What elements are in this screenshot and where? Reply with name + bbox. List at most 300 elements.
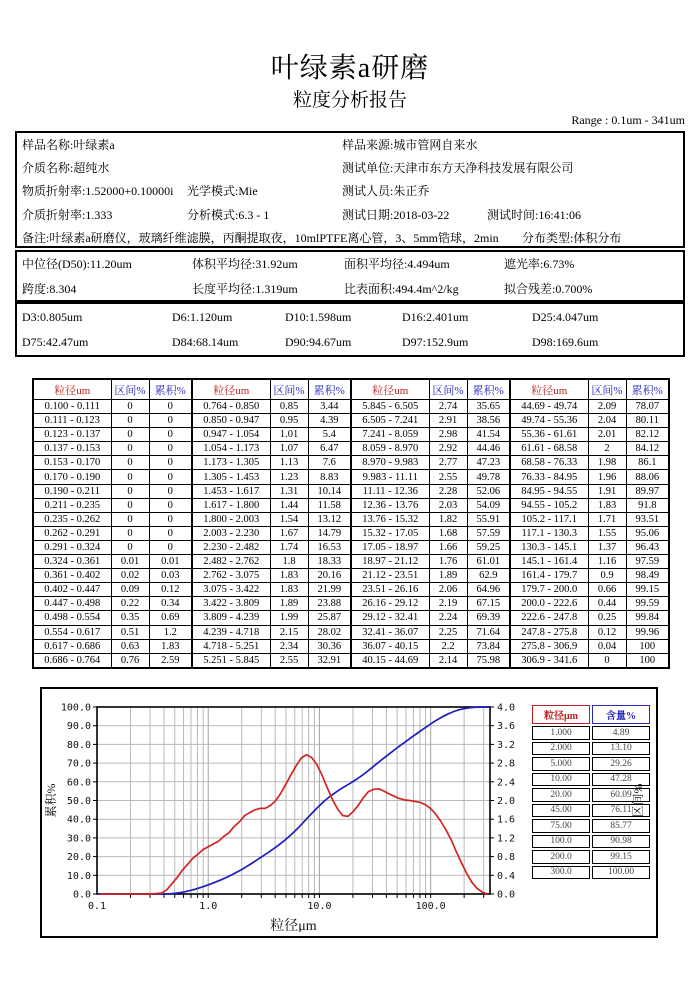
interval-cell: 0 <box>111 470 149 484</box>
cumulative-cell: 6.47 <box>308 442 351 456</box>
d-value-field: D98:169.6um <box>532 335 599 349</box>
cumulative-cell: 0 <box>149 414 192 428</box>
cumulative-cell: 10.14 <box>308 484 351 498</box>
header-interval: 区间% <box>111 379 149 400</box>
interval-cell: 0.01 <box>111 555 149 569</box>
summary-cell: 1.000 <box>532 726 590 740</box>
d-value-field: D97:152.9um <box>402 335 469 349</box>
cumulative-cell: 89.97 <box>626 484 669 498</box>
summary-row <box>532 866 650 880</box>
summary-cell: 200.0 <box>532 850 590 864</box>
x-tick-label: 0.1 <box>87 901 107 912</box>
left-tick-label: 0.0 <box>72 889 91 901</box>
size-range-cell: 0.170 - 0.190 <box>33 470 111 484</box>
cumulative-cell: 86.1 <box>626 456 669 470</box>
right-tick-label: 3.2 <box>497 739 516 751</box>
cumulative-cell: 0 <box>149 498 192 512</box>
size-range-cell: 0.190 - 0.211 <box>33 484 111 498</box>
cumulative-cell: 1.83 <box>149 639 192 653</box>
header-cumulative: 累积% <box>308 379 351 400</box>
interval-cell: 1.91 <box>588 484 626 498</box>
size-range-cell: 0.100 - 0.111 <box>33 400 111 414</box>
cumulative-cell: 23.88 <box>308 597 351 611</box>
left-tick-label: 20.0 <box>66 852 91 864</box>
interval-cell: 0 <box>111 540 149 554</box>
size-range-cell: 1.054 - 1.173 <box>192 442 270 456</box>
interval-cell: 1.98 <box>588 456 626 470</box>
interval-cell: 2.91 <box>429 414 467 428</box>
interval-cell: 0 <box>111 414 149 428</box>
interval-cell: 0 <box>588 653 626 668</box>
cumulative-cell: 0.34 <box>149 597 192 611</box>
right-axis-label: 区间% <box>631 783 645 818</box>
x-tick-label: 100.0 <box>415 901 446 912</box>
interval-cell: 0.51 <box>111 625 149 639</box>
info-field: 光学模式:Mie <box>187 184 258 199</box>
size-range-cell: 0.324 - 0.361 <box>33 555 111 569</box>
cumulative-cell: 99.84 <box>626 611 669 625</box>
cumulative-cell: 0 <box>149 526 192 540</box>
cumulative-cell: 21.99 <box>308 583 351 597</box>
left-axis-label: 累积% <box>44 783 58 818</box>
table-row <box>33 625 669 639</box>
interval-cell: 2 <box>588 442 626 456</box>
info-field: 测试日期:2018-03-22 <box>342 207 450 222</box>
cumulative-cell: 2.59 <box>149 653 192 668</box>
interval-cell: 2.15 <box>270 625 308 639</box>
size-range-cell: 12.36 - 13.76 <box>351 498 429 512</box>
summary-cell: 5.000 <box>532 757 590 771</box>
size-range-cell: 1.305 - 1.453 <box>192 470 270 484</box>
cumulative-cell: 75.98 <box>467 653 510 668</box>
summary-cell: 76.11 <box>592 804 650 818</box>
interval-curve <box>100 755 488 894</box>
summary-cell: 4.89 <box>592 726 650 740</box>
cumulative-cell: 25.87 <box>308 611 351 625</box>
size-range-cell: 1.173 - 1.305 <box>192 456 270 470</box>
size-range-cell: 0.361 - 0.402 <box>33 569 111 583</box>
cumulative-cell: 7.6 <box>308 456 351 470</box>
right-tick-label: 2.4 <box>497 777 516 789</box>
size-range-cell: 21.12 - 23.51 <box>351 569 429 583</box>
cumulative-cell: 64.96 <box>467 583 510 597</box>
interval-cell: 1.83 <box>270 583 308 597</box>
x-tick-label: 1.0 <box>199 901 218 912</box>
interval-cell: 2.01 <box>588 428 626 442</box>
summary-table <box>530 703 652 881</box>
summary-row <box>532 819 650 833</box>
cumulative-cell: 41.54 <box>467 428 510 442</box>
cumulative-cell: 35.65 <box>467 400 510 414</box>
interval-cell: 1.37 <box>588 540 626 554</box>
summary-cell: 13.10 <box>592 742 650 756</box>
table-row <box>33 583 669 597</box>
cumulative-cell: 49.78 <box>467 470 510 484</box>
info-field: 物质折射率:1.52000+0.10000i <box>22 184 174 199</box>
interval-cell: 1.83 <box>270 569 308 583</box>
size-range-cell: 0.211 - 0.235 <box>33 498 111 512</box>
cumulative-cell: 78.07 <box>626 400 669 414</box>
header-interval: 区间% <box>429 379 467 400</box>
cumulative-cell: 44.46 <box>467 442 510 456</box>
header-size: 粒径um <box>510 379 588 400</box>
summary-cell: 20.00 <box>532 788 590 802</box>
size-range-cell: 44.69 - 49.74 <box>510 400 588 414</box>
size-range-cell: 6.505 - 7.241 <box>351 414 429 428</box>
summary-cell: 2.000 <box>532 742 590 756</box>
sample-info-box <box>15 131 685 248</box>
table-row <box>33 400 669 414</box>
left-tick-label: 100.0 <box>60 702 91 714</box>
cumulative-cell: 67.15 <box>467 597 510 611</box>
cumulative-cell: 55.91 <box>467 512 510 526</box>
interval-cell: 2.04 <box>588 414 626 428</box>
info-field: 样品来源:城市管网自来水 <box>342 138 478 152</box>
size-range-cell: 2.762 - 3.075 <box>192 569 270 583</box>
stat-field: 遮光率:6.73% <box>504 257 575 271</box>
size-range-cell: 0.498 - 0.554 <box>33 611 111 625</box>
size-range-cell: 2.482 - 2.762 <box>192 555 270 569</box>
stat-field: 比表面积:494.4m^2/kg <box>344 282 459 296</box>
interval-cell: 1.82 <box>429 512 467 526</box>
size-range-cell: 275.8 - 306.9 <box>510 639 588 653</box>
cumulative-cell: 61.01 <box>467 555 510 569</box>
size-range-cell: 1.453 - 1.617 <box>192 484 270 498</box>
header-size: 粒径um <box>192 379 270 400</box>
size-range-cell: 61.61 - 68.58 <box>510 442 588 456</box>
table-row <box>33 414 669 428</box>
header-cumulative: 累积% <box>626 379 669 400</box>
left-tick-label: 10.0 <box>66 870 91 882</box>
size-range-cell: 117.1 - 130.3 <box>510 526 588 540</box>
table-row <box>33 428 669 442</box>
x-axis-label: 粒径μm <box>270 919 317 932</box>
interval-cell: 0 <box>111 512 149 526</box>
stat-field: 长度平均径:1.319um <box>192 282 298 296</box>
cumulative-cell: 62.9 <box>467 569 510 583</box>
size-range-cell: 4.718 - 5.251 <box>192 639 270 653</box>
cumulative-cell: 38.56 <box>467 414 510 428</box>
size-range-cell: 18.97 - 21.12 <box>351 555 429 569</box>
info-field: 分布类型:体积分布 <box>522 230 622 245</box>
size-range-cell: 0.153 - 0.170 <box>33 456 111 470</box>
cumulative-cell: 99.96 <box>626 625 669 639</box>
table-row <box>33 498 669 512</box>
right-tick-label: 0.8 <box>497 852 516 864</box>
size-range-cell: 0.764 - 0.850 <box>192 400 270 414</box>
interval-cell: 0 <box>111 484 149 498</box>
cumulative-cell: 20.16 <box>308 569 351 583</box>
size-range-cell: 0.850 - 0.947 <box>192 414 270 428</box>
left-tick-label: 40.0 <box>66 814 91 826</box>
d-value-field: D90:94.67um <box>285 335 352 349</box>
size-range-cell: 4.239 - 4.718 <box>192 625 270 639</box>
size-range-cell: 49.74 - 55.36 <box>510 414 588 428</box>
interval-cell: 1.68 <box>429 526 467 540</box>
cumulative-cell: 28.02 <box>308 625 351 639</box>
cumulative-cell: 0 <box>149 470 192 484</box>
cumulative-cell: 95.06 <box>626 526 669 540</box>
table-row <box>33 611 669 625</box>
interval-cell: 2.55 <box>429 470 467 484</box>
info-field: 备注:叶绿素a研磨仪，玻璃纤维滤膜，丙酮提取夜，10mlPTFE离心管，3、5mm锆球，2min <box>22 230 499 245</box>
interval-cell: 0 <box>111 526 149 540</box>
size-range-cell: 29.12 - 32.41 <box>351 611 429 625</box>
cumulative-cell: 0.69 <box>149 611 192 625</box>
interval-cell: 1.67 <box>270 526 308 540</box>
summary-row <box>532 773 650 787</box>
summary-row <box>532 788 650 802</box>
interval-cell: 2.28 <box>429 484 467 498</box>
size-range-cell: 222.6 - 247.8 <box>510 611 588 625</box>
size-range-cell: 9.983 - 11.11 <box>351 470 429 484</box>
cumulative-cell: 99.59 <box>626 597 669 611</box>
d-values-box <box>15 302 685 357</box>
right-tick-label: 1.6 <box>497 814 516 826</box>
report-title: 叶绿素a研磨 <box>270 53 430 84</box>
interval-cell: 1.83 <box>588 498 626 512</box>
interval-cell: 2.14 <box>429 653 467 668</box>
interval-cell: 2.55 <box>270 653 308 668</box>
size-range-cell: 200.0 - 222.6 <box>510 597 588 611</box>
summary-cell: 75.00 <box>532 819 590 833</box>
size-range-cell: 32.41 - 36.07 <box>351 625 429 639</box>
size-range-cell: 23.51 - 26.16 <box>351 583 429 597</box>
cumulative-cell: 3.44 <box>308 400 351 414</box>
cumulative-cell: 100 <box>626 639 669 653</box>
size-range-cell: 26.16 - 29.12 <box>351 597 429 611</box>
interval-cell: 2.09 <box>588 400 626 414</box>
cumulative-cell: 91.8 <box>626 498 669 512</box>
summary-header-row <box>532 705 650 724</box>
size-range-cell: 68.58 - 76.33 <box>510 456 588 470</box>
right-tick-label: 2.8 <box>497 758 516 770</box>
interval-cell: 2.34 <box>270 639 308 653</box>
size-range-cell: 306.9 - 341.6 <box>510 653 588 668</box>
left-tick-label: 60.0 <box>66 777 91 789</box>
summary-cell: 29.26 <box>592 757 650 771</box>
size-range-cell: 105.2 - 117.1 <box>510 512 588 526</box>
table-row <box>33 653 669 668</box>
interval-cell: 1.66 <box>429 540 467 554</box>
cumulative-cell: 84.12 <box>626 442 669 456</box>
size-range-cell: 0.686 - 0.764 <box>33 653 111 668</box>
d-value-field: D10:1.598um <box>285 310 352 324</box>
size-range-cell: 0.123 - 0.137 <box>33 428 111 442</box>
interval-cell: 0 <box>111 428 149 442</box>
cumulative-cell: 69.39 <box>467 611 510 625</box>
interval-cell: 1.13 <box>270 456 308 470</box>
summary-cell: 100.0 <box>532 835 590 849</box>
summary-row <box>532 757 650 771</box>
info-field: 测试人员:朱正乔 <box>342 184 430 199</box>
cumulative-cell: 16.53 <box>308 540 351 554</box>
d-value-field: D84:68.14um <box>172 335 239 349</box>
interval-cell: 0.35 <box>111 611 149 625</box>
left-tick-label: 30.0 <box>66 833 91 845</box>
range-label: Range : 0.1um - 341um <box>571 113 685 127</box>
size-range-cell: 5.845 - 6.505 <box>351 400 429 414</box>
d-value-field: D25:4.047um <box>532 310 599 324</box>
size-range-cell: 15.32 - 17.05 <box>351 526 429 540</box>
size-range-cell: 0.262 - 0.291 <box>33 526 111 540</box>
cumulative-cell: 0 <box>149 456 192 470</box>
size-range-cell: 179.7 - 200.0 <box>510 583 588 597</box>
table-row <box>33 526 669 540</box>
stat-field: 跨度:8.304 <box>22 282 77 296</box>
interval-cell: 0.02 <box>111 569 149 583</box>
interval-cell: 2.19 <box>429 597 467 611</box>
interval-cell: 0.85 <box>270 400 308 414</box>
size-range-cell: 2.230 - 2.482 <box>192 540 270 554</box>
summary-cell: 300.0 <box>532 866 590 880</box>
summary-cell: 47.28 <box>592 773 650 787</box>
table-row <box>33 569 669 583</box>
interval-cell: 0.09 <box>111 583 149 597</box>
summary-header-size: 粒径μm <box>532 705 590 724</box>
size-range-cell: 145.1 - 161.4 <box>510 555 588 569</box>
header-size: 粒径um <box>33 379 111 400</box>
table-row <box>33 512 669 526</box>
cumulative-cell: 96.43 <box>626 540 669 554</box>
interval-cell: 1.8 <box>270 555 308 569</box>
info-field: 介质折射率:1.333 <box>22 207 113 222</box>
table-row <box>33 597 669 611</box>
cumulative-cell: 52.06 <box>467 484 510 498</box>
interval-cell: 1.44 <box>270 498 308 512</box>
interval-cell: 1.54 <box>270 512 308 526</box>
cumulative-cell: 0 <box>149 442 192 456</box>
info-field: 分析模式:6.3 - 1 <box>187 207 270 222</box>
size-range-cell: 13.76 - 15.32 <box>351 512 429 526</box>
size-range-cell: 0.137 - 0.153 <box>33 442 111 456</box>
size-range-cell: 3.422 - 3.809 <box>192 597 270 611</box>
interval-cell: 2.92 <box>429 442 467 456</box>
interval-cell: 0.12 <box>588 625 626 639</box>
left-tick-label: 50.0 <box>66 796 91 807</box>
right-tick-label: 1.2 <box>497 833 516 845</box>
summary-cell: 60.09 <box>592 788 650 802</box>
cumulative-cell: 11.58 <box>308 498 351 512</box>
size-range-cell: 161.4 - 179.7 <box>510 569 588 583</box>
size-range-cell: 3.075 - 3.422 <box>192 583 270 597</box>
cumulative-cell: 0 <box>149 484 192 498</box>
interval-cell: 1.55 <box>588 526 626 540</box>
size-range-cell: 0.402 - 0.447 <box>33 583 111 597</box>
cumulative-cell: 5.4 <box>308 428 351 442</box>
summary-row <box>532 742 650 756</box>
cumulative-cell: 100 <box>626 653 669 668</box>
summary-cell: 99.15 <box>592 850 650 864</box>
summary-cell: 10.00 <box>532 773 590 787</box>
interval-cell: 1.74 <box>270 540 308 554</box>
cumulative-cell: 18.33 <box>308 555 351 569</box>
interval-cell: 2.24 <box>429 611 467 625</box>
interval-cell: 1.89 <box>270 597 308 611</box>
cumulative-cell: 73.84 <box>467 639 510 653</box>
left-tick-label: 70.0 <box>66 758 91 770</box>
size-range-cell: 2.003 - 2.230 <box>192 526 270 540</box>
size-range-cell: 0.291 - 0.324 <box>33 540 111 554</box>
table-row <box>33 456 669 470</box>
interval-cell: 2.98 <box>429 428 467 442</box>
cumulative-cell: 0 <box>149 540 192 554</box>
interval-cell: 1.89 <box>429 569 467 583</box>
table-row <box>33 484 669 498</box>
stat-field: 体积平均径:31.92um <box>192 257 298 271</box>
cumulative-cell: 13.12 <box>308 512 351 526</box>
interval-cell: 1.96 <box>588 470 626 484</box>
interval-cell: 0 <box>111 400 149 414</box>
cumulative-cell: 98.49 <box>626 569 669 583</box>
interval-cell: 1.23 <box>270 470 308 484</box>
size-range-cell: 94.55 - 105.2 <box>510 498 588 512</box>
d-value-field: D75:42.47um <box>22 335 89 349</box>
cumulative-cell: 0 <box>149 512 192 526</box>
distribution-table <box>32 378 670 669</box>
interval-cell: 2.06 <box>429 583 467 597</box>
size-range-cell: 76.33 - 84.95 <box>510 470 588 484</box>
cumulative-cell: 93.51 <box>626 512 669 526</box>
size-range-cell: 0.235 - 0.262 <box>33 512 111 526</box>
cumulative-cell: 59.25 <box>467 540 510 554</box>
d-value-field: D6:1.120um <box>172 310 233 324</box>
header-interval: 区间% <box>588 379 626 400</box>
interval-cell: 1.76 <box>429 555 467 569</box>
table-row <box>33 555 669 569</box>
cumulative-cell: 0.12 <box>149 583 192 597</box>
info-field: 介质名称:超纯水 <box>22 161 110 176</box>
size-range-cell: 11.11 - 12.36 <box>351 484 429 498</box>
cumulative-cell: 57.59 <box>467 526 510 540</box>
interval-cell: 0.04 <box>588 639 626 653</box>
size-range-cell: 36.07 - 40.15 <box>351 639 429 653</box>
size-range-cell: 3.809 - 4.239 <box>192 611 270 625</box>
stat-field: 拟合残差:0.700% <box>504 282 593 296</box>
interval-cell: 2.74 <box>429 400 467 414</box>
size-range-cell: 55.36 - 61.61 <box>510 428 588 442</box>
summary-cell: 85.77 <box>592 819 650 833</box>
interval-cell: 0.22 <box>111 597 149 611</box>
cumulative-cell: 88.06 <box>626 470 669 484</box>
interval-cell: 1.16 <box>588 555 626 569</box>
summary-header-content: 含量% <box>592 705 650 724</box>
cumulative-cell: 30.36 <box>308 639 351 653</box>
table-row <box>33 470 669 484</box>
report-subtitle: 粒度分析报告 <box>292 90 407 111</box>
cumulative-cell: 0.01 <box>149 555 192 569</box>
d-value-field: D3:0.805um <box>22 310 83 324</box>
interval-cell: 1.07 <box>270 442 308 456</box>
x-tick-label: 10.0 <box>307 901 332 912</box>
size-range-cell: 5.251 - 5.845 <box>192 653 270 668</box>
d-value-field: D16:2.401um <box>402 310 469 324</box>
table-header-row <box>33 379 669 400</box>
cumulative-cell: 0 <box>149 428 192 442</box>
interval-cell: 2.25 <box>429 625 467 639</box>
cumulative-cell: 54.09 <box>467 498 510 512</box>
interval-cell: 0 <box>111 456 149 470</box>
size-range-cell: 8.970 - 9.983 <box>351 456 429 470</box>
interval-cell: 1.99 <box>270 611 308 625</box>
right-tick-label: 0.0 <box>497 889 516 901</box>
info-field: 测试单位:天津市东方天净科技发展有限公司 <box>342 161 574 176</box>
interval-cell: 2.77 <box>429 456 467 470</box>
table-row <box>33 540 669 554</box>
table-row <box>33 639 669 653</box>
cumulative-cell: 32.91 <box>308 653 351 668</box>
cumulative-cell: 0.03 <box>149 569 192 583</box>
